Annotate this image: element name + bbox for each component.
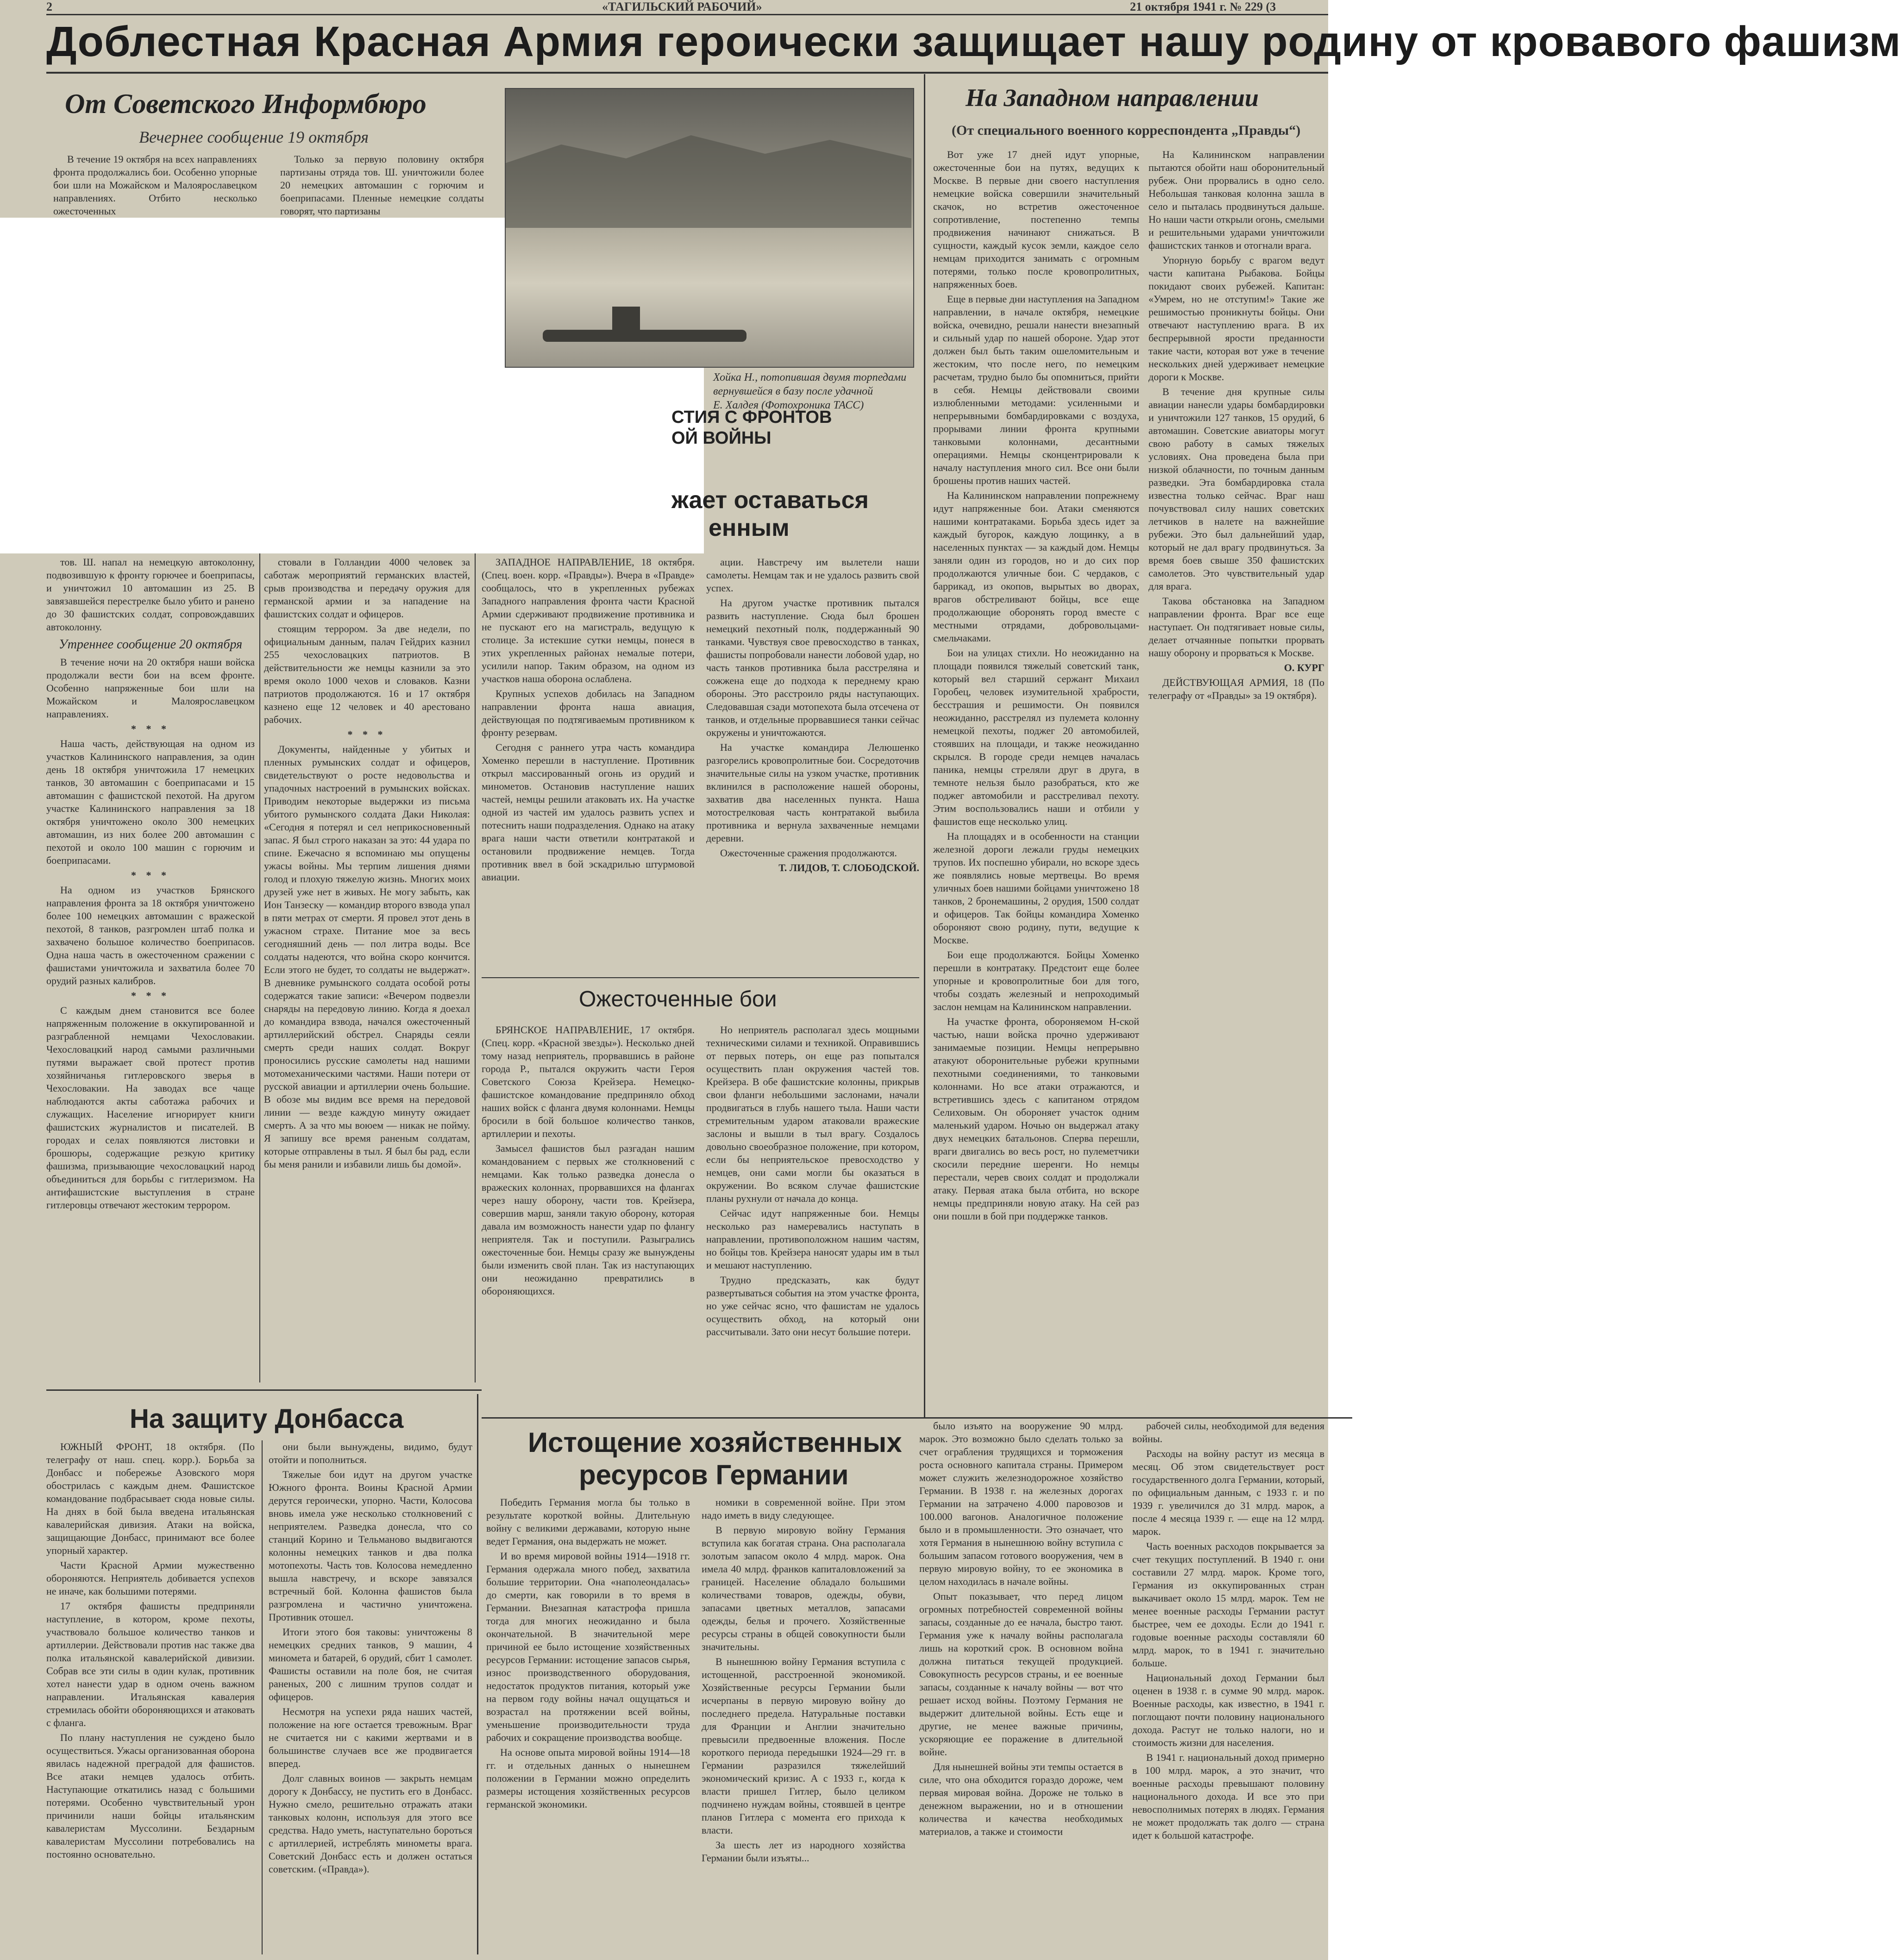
submarine-photo: [505, 88, 914, 368]
exhaust-para: Национальный доход Германии был оценен в 1938 г. в сумме 90 млрд. марок. Военные расходы, как известно, в 1941 г. поглощают почти половину национального дохода. Растут не только налоги, но и стоимость жизни для населения.: [1132, 1672, 1324, 1748]
sovinform-col2-top-text: Только за первую половину октября партизаны отряда тов. Ш. уничтожили более 20 немецких автомашин с горючим и боеприпасами. Пленные немецкие солдаты говорят, что партизаны: [280, 153, 484, 217]
fierce-para: Трудно предсказать, как будут развертываться события на этом участке фронта, но уже сейчас ясно, что фашистам не удалось осуществить обход, на который они рассчитывали. Зато они несут большие потери.: [706, 1274, 919, 1338]
exhaust-col3: [919, 1420, 1123, 1954]
sovinform-morning-para: С каждым днем становится все более напряженным положение в оккупированной и разграбленной немцами Чехословакии. Чехословацкий народ самыми различными путями выражает свой протест против хозяйничанья гитлеровского зверья в Чехословакии. На заводах все чаще наблюдаются акты саботажа рабочих и служащих. Население игнорирует книги фашистских журналистов и писателей. В городах и селах появляются листовки и брошюры, содержащие резкую критику фашизма, призывающие чехословацкий народ объединиться для борьбы с гитлеризмом. На антифашистские выступления в стране гитлеровцы отвечают жестоким террором.: [46, 1005, 255, 1211]
donbass-para: Тяжелые бои идут на другом участке Южного фронта. Воины Красной Армии дерутся героически, упорно. Части, Колосова вновь имела уже несколько столкновений с неприятелем. Разведка донесла, что со станций Корино и Тельманово выдвигаются колонны немецких танков и два полка мотопехоты. Часть тов. Колосова немедленно вышла навстречу, и вскоре завязался встречный бой. Колонна фашистов была разгромлена и частично уничтожена. Противник отошел.: [269, 1469, 472, 1623]
west-direction-para: Вот уже 17 дней идут упорные, ожесточенные бои на путях, ведущих к Москве. В первые дни своего наступления немецкие войска совершили значительный скачок, но встретив ожесточенное сопротивление, постепенно темпы продвижения начинают снижаться. В сущности, каждый кусок земли, каждое село немцам приходится занимать с огромным потерями, только после кровопролитных, напряженных боев.: [933, 149, 1139, 290]
fronts-heading-frag1: СТИЯ С ФРОНТОВ: [671, 408, 832, 427]
exhaust-para: Для нынешней войны эти темпы остается в силе, что она обходится гораздо дороже, чем первая мировая война. Дороже не только в денежном выражении, но и в отношении количества и качества необходимых материалов, а также и стоимости: [919, 1761, 1123, 1837]
exhaust-para: Расходы на войну растут из месяца в месяц. Об этом свидетельствует рост государственного долга Германии, который, по официальным данным, с 1933 г. и по 1939 г. увеличился до 31 млрд. марок, а после 4 месяца 1939 г. — еще на 12 млрд. марок.: [1132, 1448, 1324, 1537]
fierce-para: Замысел фашистов был разгадан нашим командованием с первых же столкновений с немцами. Как только разведка донесла о вражеских колоннах, прорвавшихся на флангах через нашу оборону, части тов. Крейзера, совершив марш, заняли такую оборону, которая давала им возможность нанести удар по флангу неприятеля. Так и поступили. Разыгрались ожесточенные бои. Немцы сразу же вынуждены были изменить свой план. Так из наступающих они неожиданно превратились в обороняющихся.: [482, 1143, 695, 1297]
submarine-illustration: [506, 89, 911, 365]
sovinform-col2-para: Документы, найденные у убитых и пленных румынских солдат и офицеров, свидетельствуют о росте недовольства и упадочных настроений в румынских войсках. Приводим некоторые выдержки из письма убитого румынского солдата Даки Николая: «Сегодня я потерял и сел неприкосновенный запас. Я был строго наказан за это: 44 удара по спине. Ежечасно я вспоминаю мы опущены ужасы войны. Мы терпим лишения днями голод и плохую тяжелую жизнь. Многих моих друзей уже нет в живых. Не могу забыть, как Ион Танзеску — командир второго взвода упал в пяти метрах от смерти. Я провел этот день в ужасном страхе. Питание мое за весь сегодняшний день — пол литра воды. Все солдаты надеются, что война скоро кончится. Если этого не будет, то солдаты не выдержат». В дневнике румынского солдата особой роты содержатся такие записи: «Вечером подвезли снаряды на передовую линию. Когда я доехал до командира взвода, начался ожесточенный артиллерийский обстрел. Снаряды сеяли смерть среди наших солдат. Вокруг проносились русские самолеты над нашими мотомеханическими частями. Наши потери от русской авиации и артиллерии очень большие. В обозе мы видим все время на передовой линии — везде каждую минуту ожидает смерть. А за что мы воюем — никак не пойму. Я запишу все время раненым солдатам, которые отправлены в тыл. Я был бы рад, если бы меня ранили и избавили лишь бы домой».: [264, 743, 470, 1170]
west-report-col1: [482, 556, 695, 926]
west-report-para: ЗАПАДНОЕ НАПРАВЛЕНИЕ, 18 октября. (Спец. воен. корр. «Правды»). Вчера в «Правде» сообщалось, что в укрепленных рубежах Западного направления фронта части Красной Армии сдерживают продвижение противника и не пускают его на магистраль, ведущую к столице. За истекшие сутки немцы, понеся в этих укрепленных районах немалые потери, усилили напор. Таким образом, на одном из участков наша оборона ослаблена.: [482, 556, 695, 685]
west-report-para: ации. Навстречу им вылетели наши самолеты. Немцам так и не удалось развить свой успех.: [706, 556, 919, 594]
exhaust-para: И во время мировой войны 1914—1918 гг. Германия одержала много побед, захватила большие территории. Она «наполеондалась» до смерти, как говорили в то время в Германии. Внезапная катастрофа пришла тогда для многих неожиданно и была окончательной. В значительной мере причиной ее было истощение хозяйственных ресурсов Германии: истощение запасов сырья, износ производственного оборудования, недостаток продуктов питания, который уже на первом году войны начал ощущаться и возрастал на протяжении всей войны, уменьшение производительности труда рабочих и сокращение производства вообще.: [486, 1550, 690, 1743]
west-direction-para: На Калининском направлении пытаются обойти наш оборонительный рубеж. Они прорвались в одно село. Небольшая танковая колонна зашла в село и пыталась продвинуться дальше. Но наши части открыли огонь, смелыми и решительными ударами уничтожили фашистских танков и отогнали врага.: [1148, 149, 1324, 251]
west-direction-para: В течение дня крупные силы авиации нанесли удары бомбардировки и уничтожили 127 танков, 15 орудий, 6 автомашин. Советские авиаторы могут свою работу в самых тяжелых условиях. Она проведена была при низкой облачности, по точным данным разведки. Эта бомбардировка стала известна только сейчас. Враг наш почувствовал силу наших советских летчиков в налете на важнейшие рубежи. Это был дальнейший удар, который не дал врагу продвинуться. За время боев свыше 350 фашистских самолетов. Это чувствительный удар для врага.: [1148, 386, 1324, 592]
west-direction-para: Бои на улицах стихли. Но неожиданно на площади появился тяжелый советский танк, который вел старший сержант Михаил Горобец, человек изумительной храбрости, бесстрашия и решимости. Он появился неожиданно, расстрелял из пулемета колонну немецкой пехоты, поджег 20 автомобилей, стоявших на площади, и также неожиданно скрылся. В городе среди немцев началась паника, немцы стреляли друг в друга, в темноте нельзя было разобраться, кто же поджег автомобили и расстреливал пехоту. Этим воспользовались наши и отбили у фашистов еще несколько улиц.: [933, 647, 1139, 827]
west-direction-signature: О. КУРГ: [1284, 662, 1324, 673]
separator-stars: * * *: [131, 990, 170, 1001]
exhaust-para: За шесть лет из народного хозяйства Германии были изъяты...: [702, 1839, 905, 1864]
exhaust-para: В 1941 г. национальный доход примерно в 100 млрд. марок, а это значит, что военные расходы превышают половину национального дохода. И все это при невосполнимых потерях в людях. Германия не может продолжать так долго — страна идет к большой катастрофе.: [1132, 1752, 1324, 1841]
donbass-para: Долг славных воинов — закрыть немцам дорогу к Донбассу, не пустить его в Донбасс. Нужно смело, решительно отражать атаки танковых колонн, используя для этого все средства. Надо уметь, наступательно бороться с артиллерией, истреблять минометы врага. Советский Донбасс есть и должен остаться советским. («Правда»).: [269, 1772, 472, 1875]
fierce-para: БРЯНСКОЕ НАПРАВЛЕНИЕ, 17 октября. (Спец. корр. «Красной звезды»). Несколько дней тому назад неприятель, прорвавшись в районе города Р., пытался окружить части Героя Советского Союза Крейзера. Немецко-фашистское командование предприняло обход наших войск с фланга двумя колоннами. Немцы бросили в бой большое количество танков, артиллерии и пехоты.: [482, 1024, 695, 1139]
donbass-title: На защиту Донбасса: [130, 1404, 404, 1434]
west-direction-tail: ДЕЙСТВУЮЩАЯ АРМИЯ, 18 (По телеграфу от «Правды» за 19 октября).: [1148, 677, 1324, 701]
exhaust-para: На основе опыта мировой войны 1914—18 гг. и отдельных данных о нынешнем положении в Германии можно определить размеры истощения хозяйственных ресурсов германской экономики.: [486, 1746, 690, 1810]
donbass-col1: [46, 1440, 255, 1954]
exhaust-para: было изъято на вооружение 90 млрд. марок. Это возможно было сделать только за счет ограбления трудящихся и торможения роста основного капитала страны. Примером может служить железнодорожное хозяйство Германии. В 1938 г. на железных дорогах Германии на затрачено 4.000 паровозов и 100.000 вагонов. Аналогичное положение было и в промышленности. Это означает, что хотя Германия в нынешнюю войну вступила с большим запасом готового вооружения, чем в первую мировую войну, то ее экономика в целом находилась в начале войны.: [919, 1420, 1123, 1587]
sovinform-col1-top-text: В течение 19 октября на всех направлениях фронта продолжались бои. Особенно упорные бои шли на Можайском и Малоярославецком направлениях. Отбито несколько ожесточенных: [53, 153, 257, 217]
sovinform-title: От Советского Информбюро: [65, 88, 427, 119]
west-report-para: На другом участке противник пытался развить наступление. Сюда был брошен немецкий пехотный полк, поддержанный 90 танками. Чувствуя свое превосходство в танках, фашисты попробовали нанести лобовой удар, но часть танков противника была расстреляна и сожжена еще до подхода к переднему краю обороны. Это расстроило ряды наступающих. Следовавшая сзади мотопехота была отсечена от танков, и отдельные прорвавшиеся танки сейчас окружены и уничтожаются.: [706, 597, 919, 738]
donbass-top-rule: [46, 1389, 482, 1391]
west-direction-title: На Западном направлении: [966, 84, 1259, 112]
exhaust-col4: [1132, 1420, 1324, 1954]
sovinform-col1-para: тов. Ш. напал на немецкую автоколонну, подвозившую к фронту горючее и боеприпасы, и уничтожил 10 автомашин из 25. В завязавшейся перестрелке было убито и ранено до 30 фашистских солдат, сопровождавших автоколонну.: [46, 556, 255, 633]
sovinform-col2-top: [280, 153, 484, 218]
exhaust-para: номики в современной войне. При этом надо иметь в виду следующее.: [702, 1496, 905, 1521]
separator-stars: * * *: [131, 869, 170, 881]
donbass-para: Итоги этого боя таковы: уничтожены 8 немецких средних танков, 9 машин, 4 миномета и батарей, 6 орудий, сбит 1 самолет. Фашисты оставили на поле боя, не считая раненых, 200 с лишним трупов солдат и офицеров.: [269, 1626, 472, 1702]
photo-caption: [713, 371, 912, 412]
donbass-para: Части Красной Армии мужественно обороняются. Неприятель добивается успехов не иначе, как большими потерями.: [46, 1559, 255, 1597]
sovinform-col1-top: [53, 153, 257, 218]
sovinform-col1: [46, 556, 255, 1380]
west-direction-col2: [1148, 148, 1324, 1413]
west-report-para: На участке командира Лелюшенко разгорелись кровопролитные бои. Сосредоточив значительные силы на узком участке, противник вклинился в расположение нашей обороны, захватив два населенных пункта. Наша мотострелковая часть контратакой выбила противника и вернула захваченные немцами деревни.: [706, 741, 919, 844]
main-headline: Доблестная Красная Армия героически защищает нашу родину от кровавого фашизм: [46, 18, 1901, 65]
donbass-col2: [269, 1440, 472, 1954]
sovinform-col2-para: стоящим террором. За две недели, по официальным данным, палач Гейдрих казнил 255 чехословацких патриотов. В действительности же немцы казнили за это время около 1000 чехов и словаков. Казни патриотов продолжаются. 16 и 17 октября казнено еще 12 человек и 40 арестовано рабочих.: [264, 623, 470, 725]
exhaust-para: Опыт показывает, что перед лицом огромных потребностей современной войны запасы, созданные до ее начала, быстро тают. Германия уже к началу войны располагала лишь на короткий срок. В основном война должна питаться текущей продукцией. Совокупность ресурсов страны, и ее военные запасы, созданные к началу войны — вот что решает исход войны. Поэтому Германия не выдержит длительной войны. Есть еще и другие, не менее важные причины, ускоряющие ее поражение в длительной войне.: [919, 1590, 1123, 1758]
paper-name: «ТАГИЛЬСКИЙ РАБОЧИЙ»: [602, 0, 762, 13]
separator-stars: * * *: [131, 723, 170, 735]
exhaust-title-line1: Истощение хозяйственных: [528, 1427, 902, 1458]
west-direction-para: Бои еще продолжаются. Бойцы Хоменко перешли в контратаку. Предстоит еще более упорные и кровопролитные бои для того, чтобы создать железный и непроходимый заслон немцам на Калининском направлении.: [933, 949, 1139, 1012]
photo-caption-credit: Е. Халдея (Фотохроника ТАСС): [713, 399, 864, 411]
west-direction-col1: [933, 148, 1139, 1413]
west-report-para: Ожесточенные сражения продолжаются.: [720, 847, 897, 859]
issue-date: 21 октября 1941 г. № 229 (3: [1130, 0, 1276, 13]
fierce-top-rule: [482, 977, 919, 978]
west-heading-frag2: енным: [709, 515, 790, 541]
sovinform-evening-subtitle: Вечернее сообщение 19 октября: [139, 128, 369, 146]
donbass-para: ЮЖНЫЙ ФРОНТ, 18 октября. (По телеграфу от наш. спец. корр.). Борьба за Донбасс и побережье Азовского моря обострилась с каждым днем. Фашистское командование подбрасывает сюда новые силы. На днях в бой была введена итальянская кавалерийская дивизия. Атаки на войска, защищающие Донбасс, принимают все более упорный характер.: [46, 1441, 255, 1556]
donbass-para: они были вынуждены, видимо, будут отойти и пополниться.: [269, 1441, 472, 1465]
west-direction-para: Еще в первые дни наступления на Западном направлении, в начале октября, немецкие войска, очевидно, решали нанести внезапный и сильный удар по нашей обороне. Удар этот должен был быть таким ошеломительным и жестоким, что после него, по немецким расчетам, трудно было бы опомниться, прийти в себя. Немцы действовали своими излюбленными методами: усиленными и непрерывными бомбардировками с воздуха, прорывами линии фронта крупными танковыми колоннами, десантными операциями. Немцы сконцентрировали к началу наступления много сил. Все они были брошены против наших частей.: [933, 293, 1139, 486]
sovinform-col2: [264, 556, 470, 1380]
sovinform-morning-para: На одном из участков Брянского направления фронта за 18 октября уничтожено более 100 немецких автомашин с вражеской пехотой, 8 танков, разгромлен штаб полка и захвачено большое количество боеприпасов. Одна наша часть в ожесточенном сражении с фашистами уничтожила и захватила более 70 орудий разных калибров.: [46, 884, 255, 986]
donbass-para: По плану наступления не суждено было осуществиться. Ужасы организованная оборона явилась надежной преградой для фашистов. Все атаки немцев удалось отбить. Наступающие откатились назад с большими потерями. Особенно чувствительный урон причинили наши бойцы итальянским кавалеристам Муссолини. Бездарным кавалеристам Муссолини потребовались на постоянно основательно.: [46, 1732, 255, 1860]
fierce-col2: [706, 1024, 919, 1380]
fierce-para: Сейчас идут напряженные бои. Немцы несколько раз намеревались наступать в направлении, противоположном нашим частям, но бойцы тов. Крейзера наносят удары им в тыл и мешают наступлению.: [706, 1207, 919, 1271]
sovinform-col2-para: стовали в Голландии 4000 человек за саботаж мероприятий германских властей, срыв производства и передачу оружия для германской армии и за нападение на фашистских солдат и офицеров.: [264, 556, 470, 620]
separator-stars: * * *: [347, 729, 387, 740]
west-report-para: Сегодня с раннего утра часть командира Хоменко перешли в наступление. Противник открыл массированный огонь из орудий и минометов. Остановив наступление наших частей, немцы решили атаковать их. На участке одной из частей им удалось развить успех и потеснить наши подразделения. Однако на атаку врага наши части ответили контратакой и остановили продвижение немцев. Тогда противник ввел в бой эскадрилью штурмовой авиации.: [482, 741, 695, 883]
sovinform-morning-para: В течение ночи на 20 октября наши войска продолжали вести бои на всем фронте. Особенно напряженные бои шли на Можайском и Малоярославецком направлениях.: [46, 656, 255, 720]
exhaust-para: рабочей силы, необходимой для ведения войны.: [1132, 1420, 1324, 1445]
donbass-column-rule: [262, 1440, 263, 1954]
west-report-col2: [706, 556, 919, 926]
exhaust-top-rule: [482, 1417, 1352, 1419]
donbass-para: 17 октября фашисты предприняли наступление, в котором, кроме пехоты, участвовало большое количество танков и артиллерии. Действовали против нас также два полка итальянской кавалерийской дивизии. Собрав все эти силы в один кулак, противник хотел нанести удар в одном очень важном направлении. Итальянская кавалерия стремилась обойти обороняющихся и атаковать с фланга.: [46, 1600, 255, 1728]
exhaust-title-line2: ресурсов Германии: [579, 1459, 849, 1490]
column-rule-2: [475, 553, 476, 1382]
exhaust-col2: [702, 1496, 905, 1954]
fierce-para: Но неприятель располагал здесь мощными техническими силами и техникой. Оправившись от первых потерь, он еще раз попытался осуществить план окружения частей тов. Крейзера. В обе фашистские колонны, прикрыв свои фланги небольшими заслонами, начали продвигаться в глубь нашего тыла. Наши части стремительным ударом атаковали вражеские заслоны и вышли в тыл врагу. Создалось довольно своеобразное положение, при котором, если бы неприятельское превосходство у немцев, они сами могли бы оказаться в окружении. Во всяком случае фашистские планы рухнули от начала до конца.: [706, 1024, 919, 1204]
west-direction-para: Упорную борьбу с врагом ведут части капитана Рыбакова. Бойцы покидают своих рубежей. Капитан: «Умрем, но не отступим!» Такие же решимостью проникнуты бойцы. Они отвечают наступлению врага. В их беспрерывной ярости преданности такие части, которая вот уже в течение нескольких дней удерживает немецкие дороги к Москве.: [1148, 254, 1324, 383]
column-rule-3: [924, 74, 925, 1417]
fierce-title: Ожесточенные бои: [579, 987, 777, 1011]
west-direction-para: На площадях и в особенности на станции железной дороги лежали груды немецких трупов. Их поспешно убирали, но вскоре здесь же появлялись новые мертвецы. Во время уличных боев нашими бойцами уничтожено 18 танков, 2 бронемашины, 2 орудия, 1500 солдат и офицеров. Так бойцы командира Хоменко обороняют свою родину, пути, ведущие к Москве.: [933, 830, 1139, 946]
sovinform-morning-subtitle: Утреннее сообщение 20 октября: [58, 637, 243, 652]
west-direction-para: На Калининском направлении попрежнему идут напряженные бои. Атаки сменяются нашими контратаками. Борьба здесь идет за каждый бугорок, каждую лощинку, а в населенных пунктах — за каждый дом. Немцы заняли один из городов, но и до сих пор продолжаются уличные бои. С чердаков, с баррикад, из окопов, вырытых во дворах, врагов обстреливают бойцы, все еще продолжающие оборонять город вместе с местными отрядами, добровольцами-смельчаками.: [933, 490, 1139, 644]
sovinform-morning-para: Наша часть, действующая на одном из участков Калининского направления, за один день 18 октября уничтожила 17 немецких танков, 30 автомашин с боеприпасами и 15 автомашин с фашистской пехотой. На другом участке Калининского направления за 18 октября уничтожено около 300 немецких автомашин, из них более 200 автомашин с пехотой и около 100 машин с горючим и боеприпасами.: [46, 738, 255, 866]
west-direction-subtitle: (От специального военного корреспондента „Правды“): [952, 123, 1301, 138]
page-number: 2: [46, 0, 52, 13]
west-report-para: Крупных успехов добилась на Западном направлении фронта наша авиация, действующая по подтягиваемым противником к фронту резервам.: [482, 688, 695, 738]
headline-rule: [46, 72, 1328, 74]
photo-caption-line1: Хойка Н., потопившая двумя торпедами вернувшейся в базу после удачной: [713, 371, 907, 397]
masthead-rule: [46, 14, 1328, 15]
donbass-exhaust-divider: [477, 1394, 478, 1954]
fronts-heading-frag2: ОЙ ВОЙНЫ: [671, 428, 772, 448]
fierce-col1: [482, 1024, 695, 1380]
west-direction-para: На участке фронта, обороняемом Н-ской частью, наши войска прочно удерживают занимаемые позиции. Немцы непрерывно атакуют оборонительные рубежи крупными пехотными соединениями, то танковыми колоннами. Но все атаки отражаются, и встретившись здесь с капитаном отрядом Селиховым. Он обороняет участок одним маленький ударом. Ночью он выдержал атаку двух немецких батальонов. Сперва перешли, враги двигались во весь рост, но пулеметчики скосили передние шеренги. Но немцы перестали, черев своих солдат и продолжали атаку. Первая атака была отбита, но вскоре немцы предприняли новую атаку. На сей раз они пошли в бой при поддержке танков.: [933, 1016, 1139, 1222]
exhaust-para: В нынешнюю войну Германия вступила с истощенной, расстроенной экономикой. Хозяйственные ресурсы Германии были исчерпаны в первую мировую войну до последнего предела. Натуральные поставки для Франции и Англии значительно превысили предвоенные вложения. После короткого периода передышки 1924—29 гг. в Германии разразился тяжелейший экономический кризис. А с 1933 г., когда к власти пришел Гитлер, было целиком подчинено нуждам войны, стоявшей в центре планов Гитлера с момента его прихода к власти.: [702, 1656, 905, 1836]
west-direction-para: Такова обстановка на Западном направлении фронта. Враг все еще наступает. Он подтягивает новые силы, делает отчаянные попытки прорвать нашу оборону и прорваться к Москве.: [1148, 595, 1324, 659]
exhaust-para: В первую мировую войну Германия вступила как богатая страна. Она располагала золотым запасом около 4 млрд. марок. Она имела 40 млрд. франков капиталовложений за границей. Население обладало большими количествами товаров, одежды, обуви, запасами цветных металлов, запасами одежды, белья и прочего. Хозяйственные ресурсы страны в общей совокупности были значительны.: [702, 1524, 905, 1652]
donbass-para: Несмотря на успехи ряда наших частей, положение на юге остается тревожным. Враг не считается ни с какими жертвами и в большинстве случаев все же продвигается вперед.: [269, 1706, 472, 1769]
exhaust-para: Часть военных расходов покрывается за счет текущих поступлений. В 1940 г. они составили 27 млрд. марок. Кроме того, Германия из оккупированных стран выкачивает около 15 млрд. марок. Тем не менее военные расходы Германии растут быстрее, чем ее доходы. Если до 1941 г. годовые военные расходы составляли 60 млрд. марок, то в 1941 г. значительно больше.: [1132, 1540, 1324, 1669]
west-heading-frag1: жает оставаться: [671, 487, 869, 514]
exhaust-para: Победить Германия могла бы только в результате короткой войны. Длительную войну с великими державами, которую ныне ведет Германия, она выдержать не может.: [486, 1496, 690, 1547]
exhaust-col1: [486, 1496, 690, 1954]
west-report-signature: Т. ЛИДОВ, Т. СЛОБОДСКОЙ.: [778, 862, 919, 873]
column-rule-1: [259, 553, 260, 1382]
